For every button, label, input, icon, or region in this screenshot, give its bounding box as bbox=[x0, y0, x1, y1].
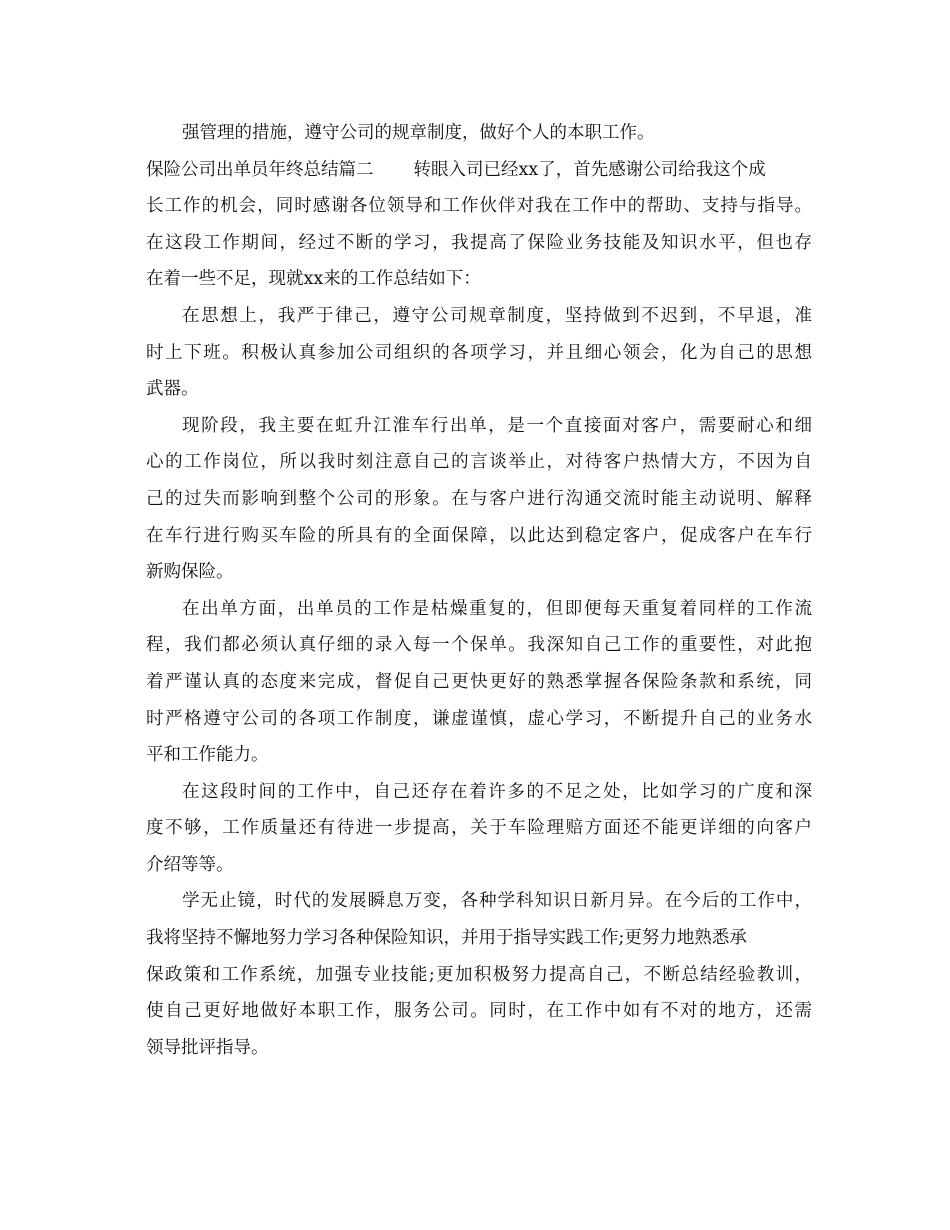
text-line: 强管理的措施，遵守公司的规章制度，做好个人的本职工作。 bbox=[182, 123, 655, 143]
text-line: 在这段时间的工作中，自己还存在着许多的不足之处，比如学习的广度和深 bbox=[182, 781, 812, 802]
text-line: 在思想上，我严于律己，遵守公司规章制度，坚持做到不迟到，不早退，准 bbox=[182, 305, 812, 326]
text-line: 时严格遵守公司的各项工作制度，谦虚谨慎，虚心学习，不断提升自己的业务水 bbox=[146, 708, 812, 729]
text-line: 心的工作岗位，所以我时刻注意自己的言谈举止，对待客户热情大方，不因为自 bbox=[146, 452, 812, 473]
text-line: 在车行进行购买车险的所具有的全面保障，以此达到稳定客户，促成客户在车行 bbox=[146, 525, 812, 546]
text-span: 转眼入司已经xx了，首先感谢公司给我这个成 bbox=[413, 159, 766, 180]
text-line: 武器。 bbox=[146, 379, 199, 400]
text-line: 己的过失而影响到整个公司的形象。在与客户进行沟通交流时能主动说明、解释 bbox=[146, 488, 812, 509]
text-line: 在着一些不足，现就xx来的工作总结如下： bbox=[146, 269, 481, 290]
text-line: 学无止镜，时代的发展瞬息万变，各种学科知识日新月异。在今后的工作中， bbox=[182, 891, 812, 912]
text-line: 时上下班。积极认真参加公司组织的各项学习，并且细心领会，化为自己的思想 bbox=[146, 342, 812, 363]
text-line: 介绍等等。 bbox=[146, 854, 234, 875]
text-line: 着严谨认真的态度来完成，督促自己更快更好的熟悉掌握各保险条款和系统，同 bbox=[146, 671, 812, 692]
text-line: 新购保险。 bbox=[146, 562, 234, 583]
section-title: 保险公司出单员年终总结篇二 bbox=[146, 159, 374, 180]
section-heading-line bbox=[146, 152, 812, 189]
text-line: 使自己更好地做好本职工作，服务公司。同时，在工作中如有不对的地方，还需 bbox=[146, 1001, 812, 1022]
text-line: 在出单方面，出单员的工作是枯燥重复的，但即便每天重复着同样的工作流 bbox=[182, 598, 812, 619]
text-line: 保政策和工作系统，加强专业技能;更加积极努力提高自己，不断总结经验教训， bbox=[146, 964, 812, 985]
text-line: 平和工作能力。 bbox=[146, 745, 269, 766]
text-line: 在这段工作期间，经过不断的学习，我提高了保险业务技能及知识水平，但也存 bbox=[146, 232, 812, 253]
text-line: 我将坚持不懈地努力学习各种保险知识，并用于指导实践工作;更努力地熟悉承 bbox=[146, 928, 747, 949]
document-body bbox=[146, 115, 812, 1066]
text-line: 领导批评指导。 bbox=[146, 1037, 269, 1058]
text-line: 长工作的机会，同时感谢各位领导和工作伙伴对我在工作中的帮助、支持与指导。 bbox=[146, 196, 812, 217]
text-line: 现阶段，我主要在虹升江淮车行出单，是一个直接面对客户，需要耐心和细 bbox=[182, 415, 812, 436]
text-line: 程，我们都必须认真仔细的录入每一个保单。我深知自己工作的重要性，对此抱 bbox=[146, 635, 812, 656]
text-line: 度不够，工作质量还有待进一步提高，关于车险理赔方面还不能更详细的向客户 bbox=[146, 818, 812, 839]
